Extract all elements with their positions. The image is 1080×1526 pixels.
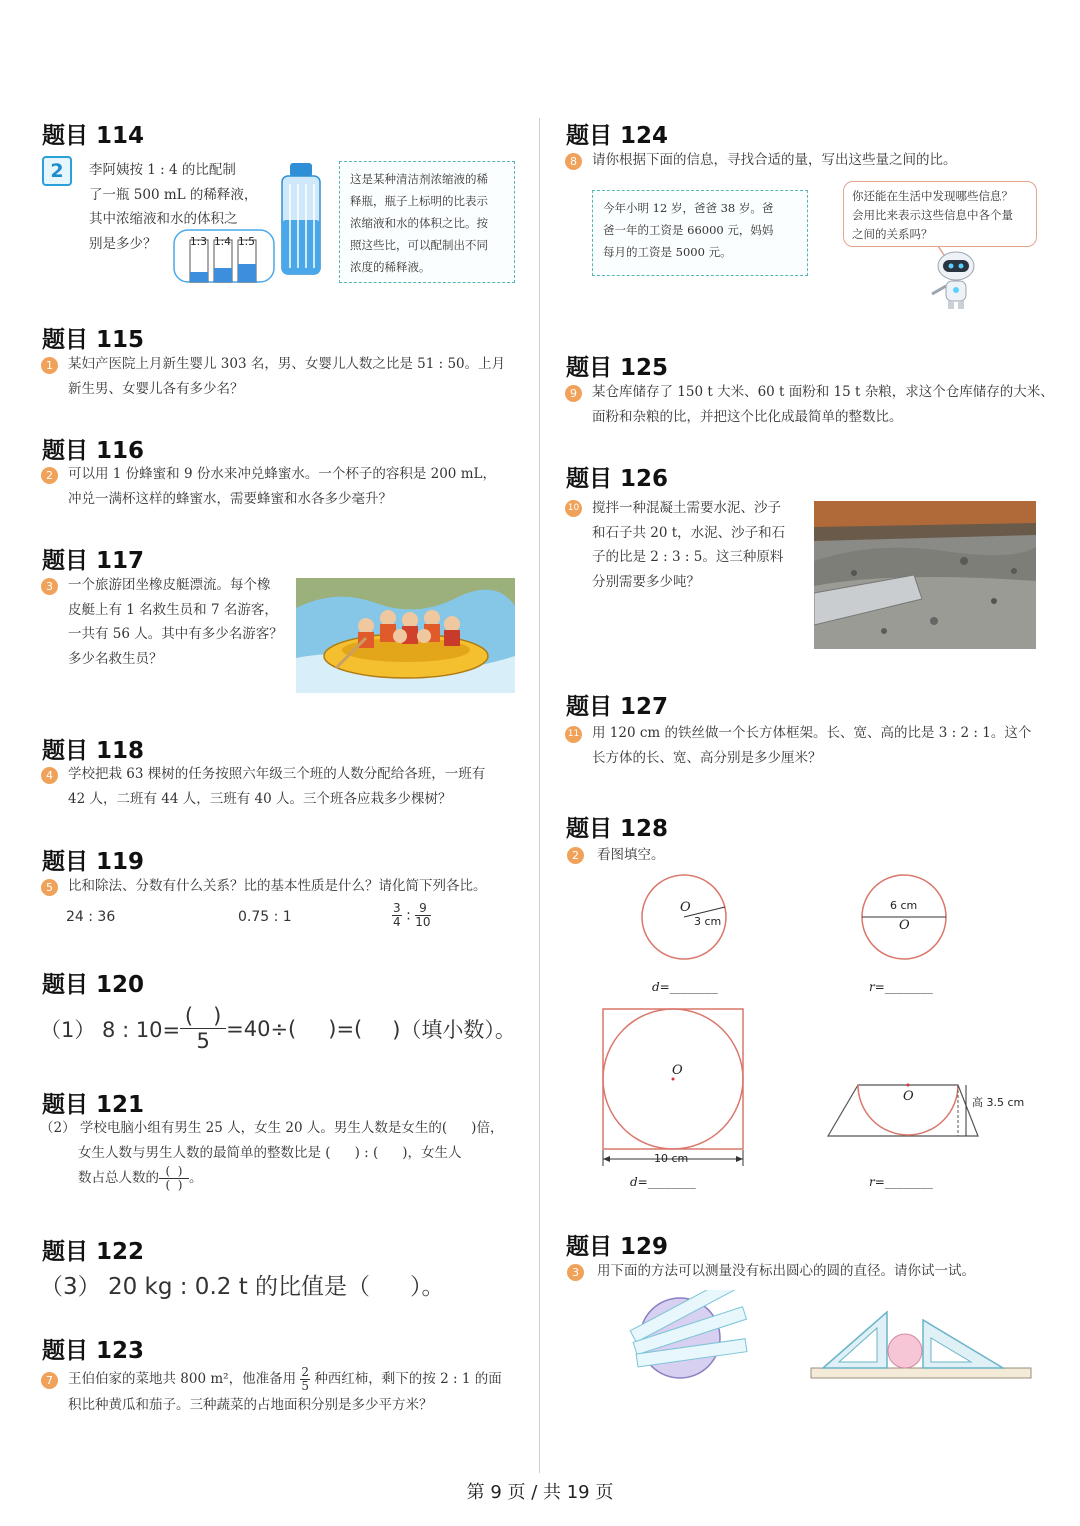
- q114-number-badge: 2: [42, 156, 72, 186]
- q129-number-badge: 3: [567, 1264, 584, 1281]
- q118-text: 学校把栽 63 棵树的任务按照六年级三个班的人数分配给各班，一班有 42 人，二班有 44 人，三班有 40 人。三个班各应栽多少棵树？: [68, 766, 486, 807]
- q119-text: 比和除法、分数有什么关系？比的基本性质是什么？请化简下列各比。: [68, 878, 487, 894]
- q121-text: （2） 学校电脑小组有男生 25 人，女生 20 人。男生人数是女生的( )倍， 女生人数与男生人数的最简单的整数比是 ( ) : ( )，女生人 数占总人数的 $\frac{( )}{( )}$ 。: [40, 1120, 504, 1192]
- answer-r-1: r=________: [869, 980, 933, 994]
- dilution-bottle-illustration: [172, 160, 332, 285]
- q114-title: 题目 114: [42, 123, 145, 149]
- q127-number-badge: 11: [565, 726, 582, 743]
- q116-text: 可以用 1 份蜂蜜和 9 份水来冲兑蜂蜜水。一个杯子的容积是 200 mL， 冲兑一满杯这样的蜂蜜水，需要蜂蜜和水各多少毫升？: [68, 466, 496, 507]
- circle2-diameter-label: 6 cm: [890, 899, 918, 912]
- circle-figures: [600, 870, 1050, 1200]
- q117-number-badge: 3: [41, 578, 58, 595]
- q117-title: 题目 117: [42, 548, 145, 574]
- q127-text: 用 120 cm 的铁丝做一个长方体框架。长、宽、高的比是 3 : 2 : 1。这个 长方体的长、宽、高分别是多少厘米？: [592, 725, 1032, 766]
- q129-title: 题目 129: [566, 1234, 669, 1260]
- q122-title: 题目 122: [42, 1239, 145, 1265]
- circle1-radius-label: 3 cm: [694, 915, 722, 928]
- bottle-ratio-label-1: 1:3: [190, 236, 207, 248]
- q115-title: 题目 115: [42, 327, 145, 353]
- column-divider: [539, 118, 540, 1473]
- robot-icon: [926, 244, 986, 310]
- ratio-item-3: $\frac{3}{4}$ : $\frac{9}{10}$: [393, 901, 431, 929]
- circle2-center-label: O: [899, 918, 910, 933]
- q114-text: 李阿姨按 1 : 4 的比配制 了一瓶 500 mL 的稀释液， 其中浓缩液和水的体积之 别是多少？: [89, 162, 258, 252]
- q118-number-badge: 4: [41, 767, 58, 784]
- concrete-mixing-photo: [814, 501, 1036, 649]
- q116-title: 题目 116: [42, 438, 145, 464]
- diameter-measurement-illustration: [625, 1290, 1040, 1390]
- answer-d-1: d=________: [652, 980, 718, 994]
- ratio-item-1: 24 : 36: [66, 909, 116, 925]
- q129-text: 用下面的方法可以测量没有标出圆心的圆的直径。请你试一试。: [597, 1263, 975, 1279]
- square-side-label: 10 cm: [654, 1152, 689, 1165]
- answer-d-2: d=________: [630, 1175, 696, 1189]
- q124-text: 请你根据下面的信息，寻找合适的量，写出这些量之间的比。: [592, 152, 957, 168]
- circle1-center-label: O: [680, 900, 691, 915]
- q118-title: 题目 118: [42, 738, 145, 764]
- q126-text: 搅拌一种混凝土需要水泥、沙子 和石子共 20 t，水泥、沙子和石 子的比是 2 : 3 : 5。这三种原料 分别需要多少吨？: [592, 500, 786, 590]
- q122-text: （3） 20 kg : 0.2 t 的比值是（ ）。: [40, 1274, 445, 1300]
- q128-text: 看图填空。: [597, 847, 665, 863]
- q114-note-box: 这是某种清洁剂浓缩液的稀 释瓶，瓶子上标明的比表示 浓缩液和水的体积之比。按 照这些比，可以配制出不同 浓度的稀释液。: [339, 161, 515, 283]
- q115-number-badge: 1: [41, 357, 58, 374]
- q120-title: 题目 120: [42, 972, 145, 998]
- circle3-center-label: O: [672, 1063, 683, 1078]
- q125-title: 题目 125: [566, 355, 669, 381]
- q126-title: 题目 126: [566, 466, 669, 492]
- q124-number-badge: 8: [565, 153, 582, 170]
- q123-title: 题目 123: [42, 1338, 145, 1364]
- q119-title: 题目 119: [42, 849, 145, 875]
- q115-text: 某妇产医院上月新生婴儿 303 名，男、女婴儿人数之比是 51 : 50。上月 新生男、女婴儿各有多少名？: [68, 356, 506, 397]
- q117-text: 一个旅游团坐橡皮艇漂流。每个橡 皮艇上有 1 名救生员和 7 名游客， 一共有 56 人。其中有多少名游客？ 多少名救生员？: [68, 577, 283, 667]
- q124-title: 题目 124: [566, 123, 669, 149]
- q125-text: 某仓库储存了 150 t 大米、60 t 面粉和 15 t 杂粮，求这个仓库储存的大米、 面粉和杂粮的比，并把这个比化成最简单的整数比。: [592, 384, 1054, 425]
- bottle-ratio-label-3: 1:5: [238, 236, 255, 248]
- semicircle-center-label: O: [903, 1089, 914, 1104]
- q128-title: 题目 128: [566, 816, 669, 842]
- q123-number-badge: 7: [41, 1372, 58, 1389]
- q125-number-badge: 9: [565, 385, 582, 402]
- q124-info-box: 今年小明 12 岁，爸爸 38 岁。爸 爸一年的工资是 66000 元，妈妈 每月的工资是 5000 元。: [592, 190, 808, 276]
- trapezoid-height-label: 高 3.5 cm: [972, 1096, 1025, 1109]
- q123-text: 王伯伯家的菜地共 800 m²，他准备用 $\frac{2}{5}$ 种西红柿，剩下的按 2 : 1 的面 积比种黄瓜和茄子。三种蔬菜的占地面积分别是多少平方米？: [68, 1365, 502, 1413]
- q126-number-badge: 10: [565, 500, 582, 517]
- q121-title: 题目 121: [42, 1092, 145, 1118]
- q119-number-badge: 5: [41, 879, 58, 896]
- q128-number-badge: 2: [567, 847, 584, 864]
- q116-number-badge: 2: [41, 467, 58, 484]
- bottle-ratio-label-2: 1:4: [214, 236, 231, 248]
- ratio-item-2: 0.75 : 1: [238, 909, 292, 925]
- q124-speech-bubble: 你还能在生活中发现哪些信息？ 会用比来表示这些信息中各个量 之间的关系吗？: [843, 181, 1037, 247]
- answer-r-2: r=________: [869, 1175, 933, 1189]
- page-footer: 第 9 页 / 共 19 页: [466, 1482, 614, 1503]
- q127-title: 题目 127: [566, 694, 669, 720]
- rafting-illustration: [296, 578, 515, 693]
- q120-fill-blank: （1） 8 : 10= ( ) 5 =40÷( )=( )（填小数）。: [40, 1004, 516, 1053]
